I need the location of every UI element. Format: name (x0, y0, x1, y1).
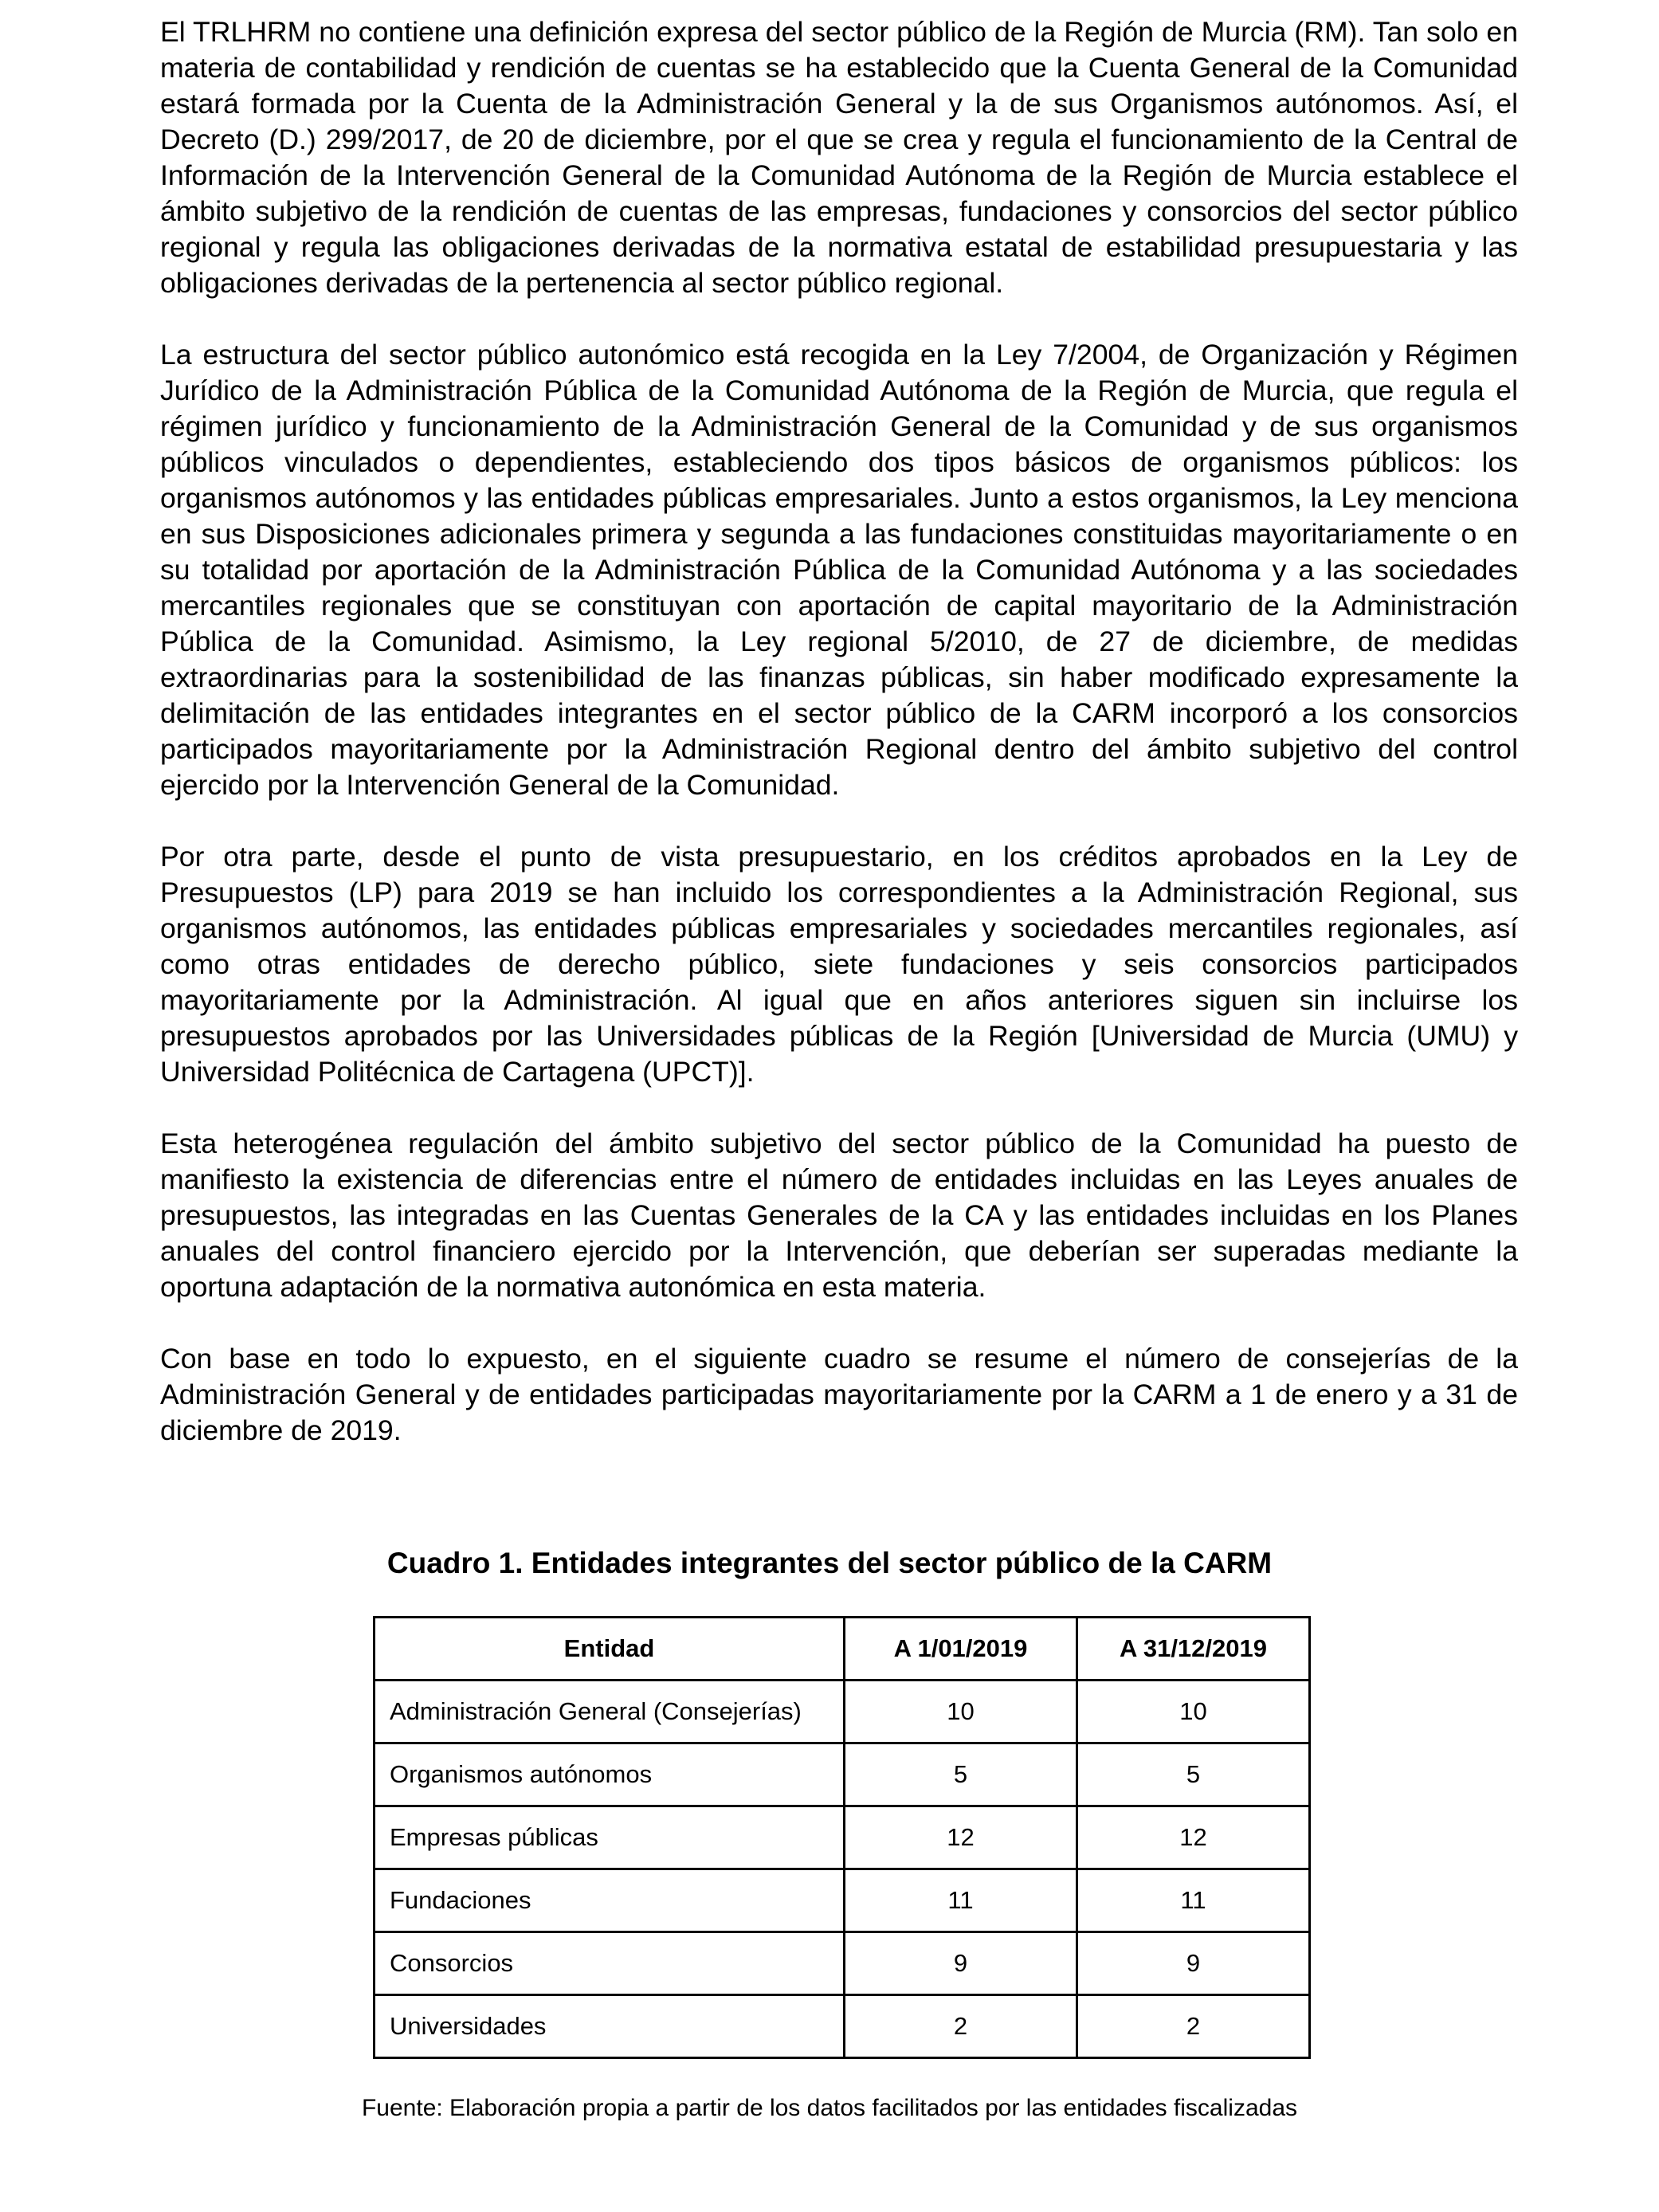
table-row (375, 1995, 1310, 2058)
count-start: 10 (845, 1681, 1077, 1743)
table-source-note: Fuente: Elaboración propia a partir de los datos facilitados por las entidades fiscalizadas (361, 2095, 1297, 2121)
count-end: 9 (1077, 1932, 1310, 1995)
table-header-row (375, 1618, 1310, 1681)
count-end: 5 (1077, 1743, 1310, 1806)
count-start: 11 (845, 1869, 1077, 1932)
paragraph-4: Esta heterogénea regulación del ámbito subjetivo del sector público de la Comunidad ha puesto de manifiesto la existencia de diferencias entre el número de entidades incluidas en las Leyes anuales de presupuestos, las integradas en las Cuentas Generales de la CA y las entidades incluidas en los Planes anuales del control financiero ejercido por la Intervención, que deberían ser superadas mediante la oportuna adaptación de la normativa autonómica en esta materia. (160, 1128, 1518, 1303)
paragraph-5: Con base en todo lo expuesto, en el siguiente cuadro se resume el número de consejerías de la Administración General y de entidades participadas mayoritariamente por la CARM a 1 de enero y a 31 de diciembre de 2019. (160, 1343, 1518, 1446)
table-row (375, 1806, 1310, 1869)
table-caption: Cuadro 1. Entidades integrantes del sector público de la CARM (386, 1547, 1273, 1579)
count-end: 2 (1077, 1995, 1310, 2058)
paragraph-1: El TRLHRM no contiene una definición expresa del sector público de la Región de Murcia (RM). Tan solo en materia de contabilidad y rendición de cuentas se ha establecido que la Cuenta General de la Comunidad estará formada por la Cuenta de la Administración General y la de sus Organismos autónomos. Así, el Decreto (D.) 299/2017, de 20 de diciembre, por el que se crea y regula el funcionamiento de la Central de Información de la Intervención General de la Comunidad Autónoma de la Región de Murcia establece el ámbito subjetivo de la rendición de cuentas de las empresas, fundaciones y consorcios del sector público regional y regula las obligaciones derivadas de la normativa estatal de estabilidad presupuestaria y las obligaciones derivadas de la pertenencia al sector público regional. (160, 16, 1518, 299)
count-start: 9 (845, 1932, 1077, 1995)
paragraph-3: Por otra parte, desde el punto de vista presupuestario, en los créditos aprobados en la Ley de Presupuestos (LP) para 2019 se han incluido los correspondientes a la Administración Regional, sus organismos autónomos, las entidades públicas empresariales y sociedades mercantiles regionales, así como otras entidades de derecho público, siete fundaciones y seis consorcios participados mayoritariamente por la Administración. Al igual que en años anteriores siguen sin incluirse los presupuestos aprobados por las Universidades públicas de la Región [Universidad de Murcia (UMU) y Universidad Politécnica de Cartagena (UPCT)]. (160, 841, 1518, 1088)
entity-name: Fundaciones (375, 1869, 845, 1932)
entities-table (373, 1616, 1311, 2059)
table-row (375, 1932, 1310, 1995)
table-row (375, 1869, 1310, 1932)
table-row (375, 1681, 1310, 1743)
table-row (375, 1743, 1310, 1806)
count-end: 11 (1077, 1869, 1310, 1932)
header-date-end: A 31/12/2019 (1077, 1618, 1310, 1681)
body-text (160, 14, 1518, 1484)
entity-name: Empresas públicas (375, 1806, 845, 1869)
entity-name: Organismos autónomos (375, 1743, 845, 1806)
count-start: 5 (845, 1743, 1077, 1806)
entity-name: Administración General (Consejerías) (375, 1681, 845, 1743)
count-end: 10 (1077, 1681, 1310, 1743)
paragraph-2: La estructura del sector público autonómico está recogida en la Ley 7/2004, de Organización y Régimen Jurídico de la Administración Pública de la Comunidad Autónoma de la Región de Murcia, que regula el régimen jurídico y funcionamiento de la Administración General de la Comunidad y de sus organismos públicos vinculados o dependientes, estableciendo dos tipos básicos de organismos públicos: los organismos autónomos y las entidades públicas empresariales. Junto a estos organismos, la Ley menciona en sus Disposiciones adicionales primera y segunda a las fundaciones constituidas mayoritariamente o en su totalidad por aportación de la Administración Pública de la Comunidad Autónoma y a las sociedades mercantiles regionales que se constituyan con aportación de capital mayoritario de la Administración Pública de la Comunidad. Asimismo, la Ley regional 5/2010, de 27 de diciembre, de medidas extraordinarias para la sostenibilidad de las finanzas públicas, sin haber modificado expresamente la delimitación de las entidades integrantes en el sector público de la CARM incorporó a los consorcios participados mayoritariamente por la Administración Regional dentro del ámbito subjetivo del control ejercido por la Intervención General de la Comunidad. (160, 339, 1518, 801)
entity-name: Universidades (375, 1995, 845, 2058)
count-start: 2 (845, 1995, 1077, 2058)
count-start: 12 (845, 1806, 1077, 1869)
header-date-start: A 1/01/2019 (845, 1618, 1077, 1681)
header-entidad: Entidad (375, 1618, 845, 1681)
count-end: 12 (1077, 1806, 1310, 1869)
entity-name: Consorcios (375, 1932, 845, 1995)
